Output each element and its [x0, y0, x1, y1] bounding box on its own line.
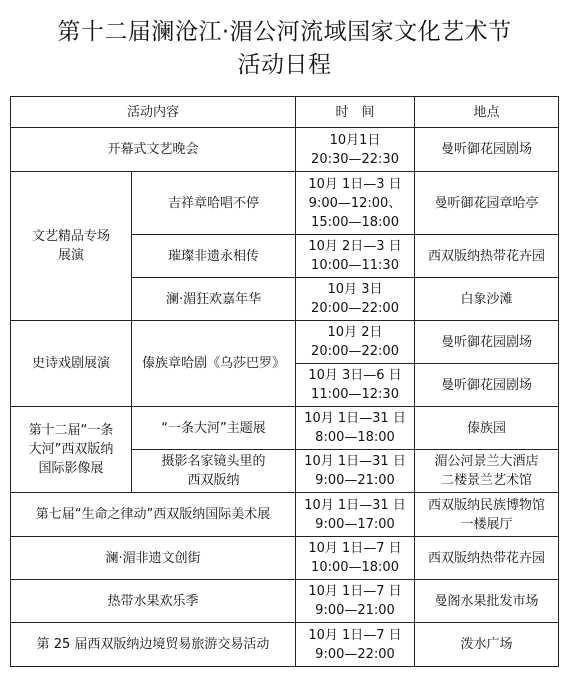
place-cell: 西双版纳热带花卉园: [415, 537, 559, 580]
time-cell: 10月 3日 20:00—22:00: [296, 278, 415, 321]
activity-cell: 璀璨非遗永相传: [132, 235, 296, 278]
activity-cell: 第 25 届西双版纳边境贸易旅游交易活动: [11, 623, 296, 667]
activity-cell: 第七届“生命之律动”西双版纳国际美术展: [11, 493, 296, 537]
place-cell: 曼听御花园剧场: [415, 128, 559, 172]
table-row: [11, 537, 559, 580]
activity-cell: 澜·湄非遗文创街: [11, 537, 296, 580]
group-cell: 史诗戏剧展演: [11, 321, 132, 407]
time-cell: 10月 2日—3 日 10:00—11:30: [296, 235, 415, 278]
table-row: [11, 493, 559, 537]
group-cell: 文艺精品专场 展演: [11, 172, 132, 321]
time-cell: 10月 1日—7 日 9:00—21:00: [296, 580, 415, 623]
time-cell: 10月 1日—7 日 9:00—22:00: [296, 623, 415, 667]
schedule-table: [10, 96, 559, 667]
time-cell: 10月 1日—7 日 10:00—18:00: [296, 537, 415, 580]
place-cell: 傣族园: [415, 407, 559, 450]
time-cell: 10月 2日 20:00—22:00: [296, 321, 415, 364]
activity-cell: 开幕式文艺晚会: [11, 128, 296, 172]
group-cell: 第十二届“一条 大河”西双版纳 国际影像展: [11, 407, 132, 493]
time-cell: 10月1日 20:30—22:30: [296, 128, 415, 172]
time-cell: 10月 3日—6 日 11:00—12:30: [296, 364, 415, 407]
place-cell: 西双版纳热带花卉园: [415, 235, 559, 278]
header-time: 时 间: [296, 97, 415, 128]
place-cell: 曼听御花园剧场: [415, 321, 559, 364]
activity-cell: 吉祥章哈唱不停: [132, 172, 296, 235]
place-cell: 曼听御花园剧场: [415, 364, 559, 407]
time-cell: 10月 1日—3 日 9:00—12:00、 15:00—18:00: [296, 172, 415, 235]
header-activity: 活动内容: [11, 97, 296, 128]
table-header-row: [11, 97, 559, 128]
document-subtitle: 活动日程: [237, 52, 332, 78]
table-row: [11, 623, 559, 667]
place-cell: 曼听御花园章哈亭: [415, 172, 559, 235]
place-cell: 泼水广场: [415, 623, 559, 667]
activity-cell: 傣族章哈剧《乌莎巴罗》: [132, 321, 296, 407]
time-cell: 10月 1日—31 日 8:00—18:00: [296, 407, 415, 450]
table-row: [11, 321, 559, 364]
place-cell: 白象沙滩: [415, 278, 559, 321]
header-place: 地点: [415, 97, 559, 128]
activity-cell: 热带水果欢乐季: [11, 580, 296, 623]
table-row: [11, 580, 559, 623]
time-cell: 10月 1日—31 日 9:00—17:00: [296, 493, 415, 537]
table-row: [11, 407, 559, 450]
document-title: 第十二届澜沧江·湄公河流域国家文化艺术节: [57, 19, 512, 45]
time-cell: 10月 1日—31 日 9:00—21:00: [296, 450, 415, 493]
activity-cell: 澜·湄狂欢嘉年华: [132, 278, 296, 321]
table-row: [11, 172, 559, 235]
activity-cell: “一条大河”主题展: [132, 407, 296, 450]
activity-cell: 摄影名家镜头里的 西双版纳: [132, 450, 296, 493]
place-cell: 曼阁水果批发市场: [415, 580, 559, 623]
place-cell: 西双版纳民族博物馆 一楼展厅: [415, 493, 559, 537]
place-cell: 湄公河景兰大酒店 二楼景兰艺术馆: [415, 450, 559, 493]
table-row: [11, 128, 559, 172]
